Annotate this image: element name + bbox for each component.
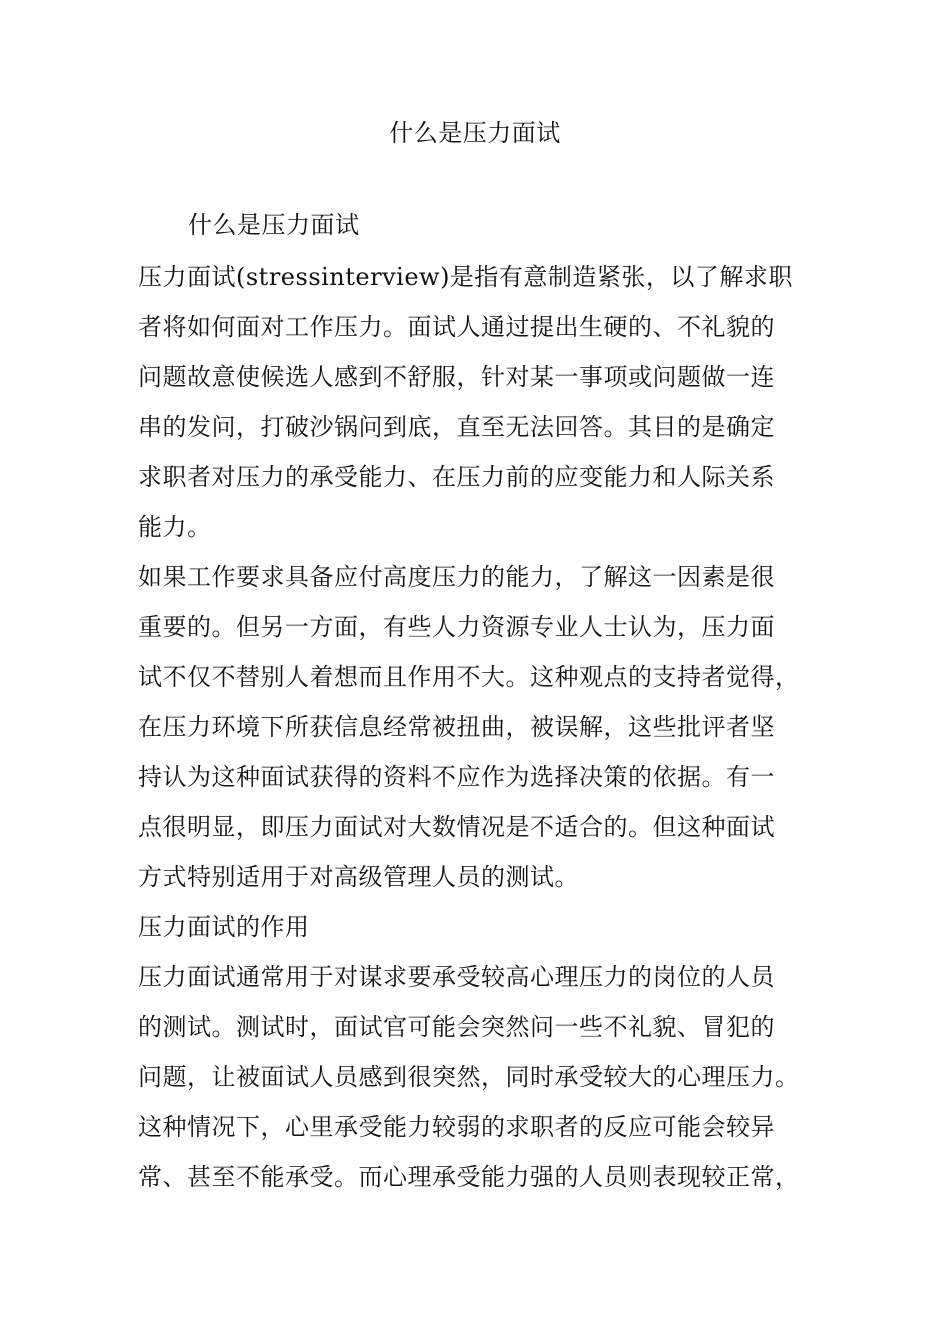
text-line: 常、甚至不能承受。而心理承受能力强的人员则表现较正常， xyxy=(138,1163,800,1191)
text-line: 试不仅不替别人着想而且作用不大。这种观点的支持者觉得， xyxy=(138,663,800,691)
text-line: 持认为这种面试获得的资料不应作为选择决策的依据。有一 xyxy=(138,763,775,791)
text-line: 者将如何面对工作压力。面试人通过提出生硬的、不礼貌的 xyxy=(138,313,775,341)
text-line: 能力。 xyxy=(138,513,212,541)
text-line: 压力面试通常用于对谋求要承受较高心理压力的岗位的人员 xyxy=(138,963,775,991)
text-line: 的测试。测试时，面试官可能会突然问一些不礼貌、冒犯的 xyxy=(138,1013,775,1041)
text-line: 串的发问，打破沙锅问到底，直至无法回答。其目的是确定 xyxy=(138,413,775,441)
section-heading: 什么是压力面试 xyxy=(188,211,360,239)
page-title: 什么是压力面试 xyxy=(389,119,561,147)
text-line: 方式特别适用于对高级管理人员的测试。 xyxy=(138,863,579,891)
text-line: 如果工作要求具备应付高度压力的能力，了解这一因素是很 xyxy=(138,563,775,591)
text-line: 求职者对压力的承受能力、在压力前的应变能力和人际关系 xyxy=(138,463,775,491)
text-line: 压力面试(stressinterview)是指有意制造紧张，以了解求职 xyxy=(138,263,793,291)
section-heading: 压力面试的作用 xyxy=(138,913,310,941)
text-line: 问题故意使候选人感到不舒服，针对某一事项或问题做一连 xyxy=(138,363,775,391)
text-line: 点很明显，即压力面试对大数情况是不适合的。但这种面试 xyxy=(138,813,775,841)
text-line: 这种情况下，心里承受能力较弱的求职者的反应可能会较异 xyxy=(138,1113,775,1141)
text-line: 问题，让被面试人员感到很突然，同时承受较大的心理压力。 xyxy=(138,1063,800,1091)
text-line: 在压力环境下所获信息经常被扭曲，被误解，这些批评者坚 xyxy=(138,713,775,741)
text-line: 重要的。但另一方面，有些人力资源专业人士认为，压力面 xyxy=(138,613,775,641)
